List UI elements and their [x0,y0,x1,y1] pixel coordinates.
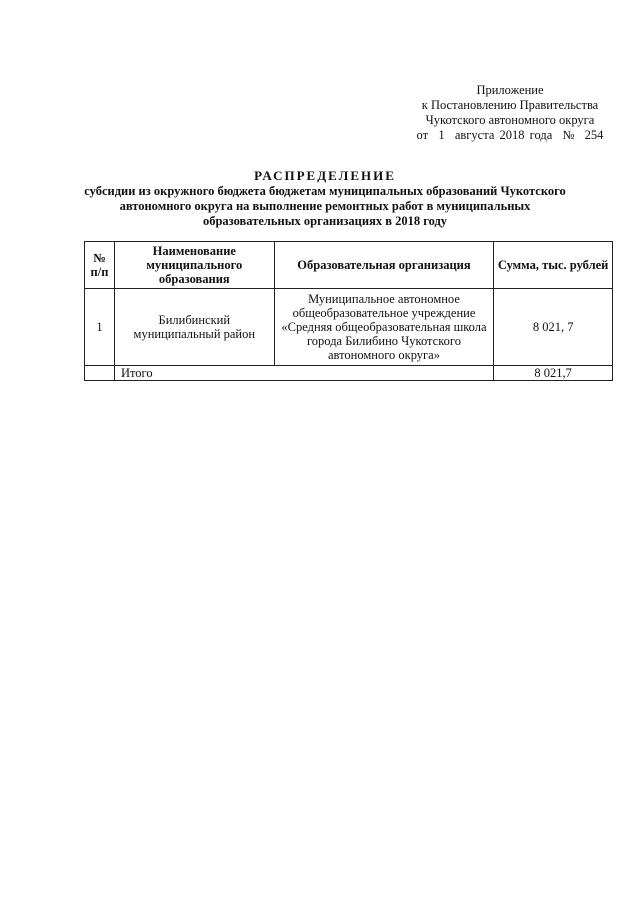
header-sum: Сумма, тыс. рублей [494,242,613,289]
total-sum: 8 021,7 [494,366,613,381]
appendix-line-2: к Постановлению Правительства [421,98,599,112]
cell-organization: Муниципальное автономное общеобразовательное учреждение «Средняя общеобразовательная школа города Билибино Чукотского автономного округа» [274,289,494,366]
cell-sum: 8 021, 7 [494,289,613,366]
appendix-line-1: Приложение [476,83,544,97]
header-num: № п/п [85,242,115,289]
total-empty-cell [85,366,115,381]
appendix-block [390,83,630,143]
total-label: Итого [114,366,493,381]
distribution-table [84,241,613,381]
appendix-line-4: от 1 августа 2018 года № 254 [416,128,604,142]
document-title: РАСПРЕДЕЛЕНИЕ [254,168,396,183]
header-municipality: Наименование муниципального образования [114,242,274,289]
cell-municipality: Билибинский муниципальный район [114,289,274,366]
table-total-row [85,366,613,381]
document-title-block [80,168,570,229]
appendix-line-3: Чукотского автономного округа [425,113,595,127]
header-organization: Образовательная организация [274,242,494,289]
table-header-row [85,242,613,289]
cell-num: 1 [85,289,115,366]
document-subtitle: субсидии из окружного бюджета бюджетам муниципальных образований Чукотского автономного округа на выполнение ремонтных работ в муниципальных образовательных организациях в 2018 году [84,184,566,228]
table-row [85,289,613,366]
